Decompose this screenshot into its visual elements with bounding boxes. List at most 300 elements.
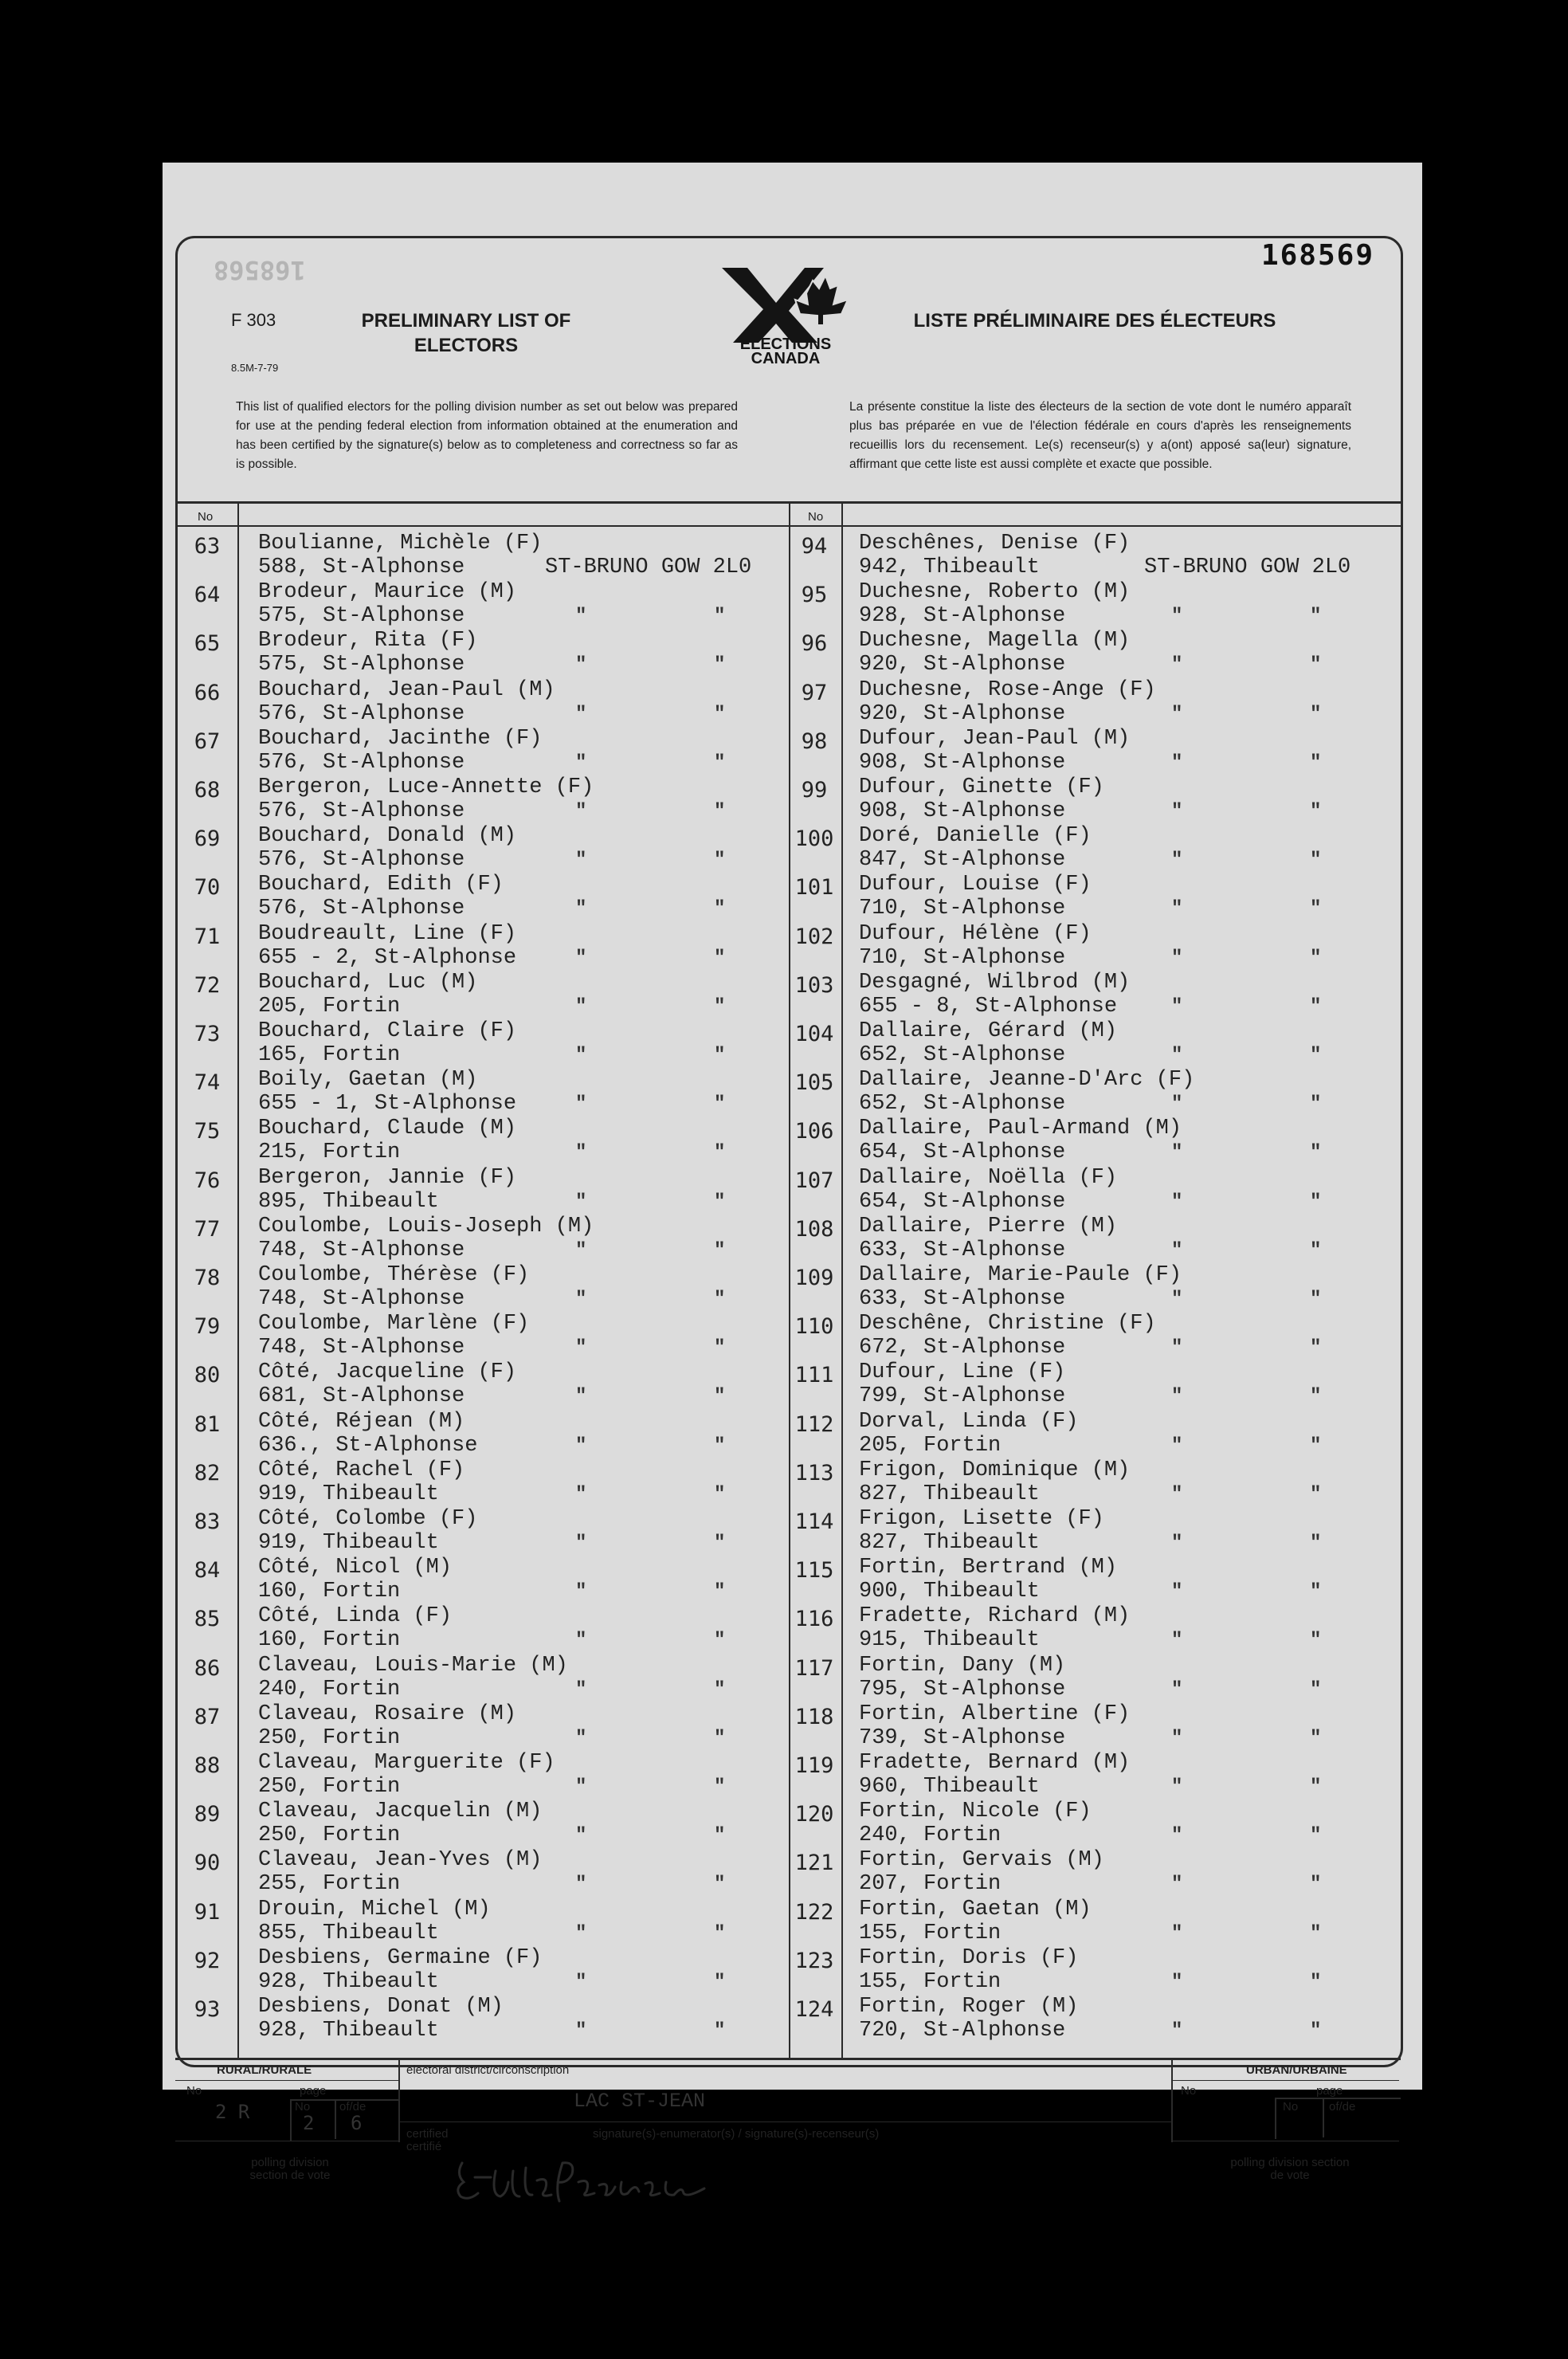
right-entry-number: 119 <box>794 1753 834 1778</box>
left-ditto-mark: " <box>714 947 726 969</box>
right-ditto-mark: " <box>1310 1727 1322 1749</box>
left-number-column-divider <box>237 501 239 2058</box>
left-entry-number: 78 <box>194 1266 221 1290</box>
table-header-rule <box>175 525 1401 527</box>
left-entry-name: Bouchard, Claude (M) <box>258 1117 517 1141</box>
left-ditto-mark: " <box>575 703 587 725</box>
left-entry-number: 72 <box>194 972 221 998</box>
left-entry-number: 67 <box>194 728 221 754</box>
right-entry-address: 908, St-Alphonse <box>859 750 1066 775</box>
intro-text-french: La présente constitue la liste des électeurs de la section de vote dont le numéro apparaît plus bas préparée en vue de l'élection fédérale en cours d'après les renseignements recueillis lors du recensement. Le(s) recenseur(s) y a(ont) apposé sa(leur) signature, affirmant que cette liste est aussi complète et exacte que possible. <box>849 400 1351 471</box>
right-entry-number: 114 <box>794 1509 834 1534</box>
right-ditto-mark: " <box>1310 606 1322 628</box>
left-entry-number: 68 <box>194 778 221 803</box>
right-ditto-mark: " <box>1310 801 1322 822</box>
page-of-number: 6 <box>351 2112 363 2134</box>
faint-serial-number: 168568 <box>214 255 306 285</box>
right-entry-number: 107 <box>794 1168 834 1193</box>
right-entry-address: 920, St-Alphonse <box>859 701 1066 726</box>
svg-text:CANADA: CANADA <box>751 350 821 365</box>
form-number: F 303 <box>231 310 276 330</box>
left-entry-name: Bouchard, Edith (F) <box>258 873 504 897</box>
rural-label: RURAL/RURALE <box>217 2063 312 2077</box>
left-entry-name: Bouchard, Jean-Paul (M) <box>258 677 555 702</box>
left-ditto-mark: " <box>714 1483 726 1505</box>
right-ditto-mark: " <box>1171 1825 1183 1847</box>
right-ditto-mark: " <box>1171 1581 1183 1603</box>
left-entry-number: 83 <box>194 1509 221 1534</box>
right-entry-address: 207, Fortin <box>859 1872 1002 1897</box>
right-entry-address: 652, St-Alphonse <box>859 1043 1066 1067</box>
right-entry-number: 98 <box>801 728 828 754</box>
right-ditto-mark: " <box>1171 1045 1183 1066</box>
right-entry-name: Fradette, Bernard (M) <box>859 1751 1131 1775</box>
right-entry-number: 108 <box>794 1216 834 1242</box>
right-entry-address: 847, St-Alphonse <box>859 848 1066 873</box>
left-ditto-mark: " <box>714 1142 726 1164</box>
enumerator-signature <box>451 2147 714 2211</box>
right-entry-number: 103 <box>794 972 834 998</box>
rural-no-label-small: No <box>295 2100 311 2114</box>
left-entry-address: 576, St-Alphonse <box>258 848 465 873</box>
right-entry-address: 827, Thibeault <box>859 1531 1040 1555</box>
left-entry-address: 250, Fortin <box>258 1823 401 1848</box>
left-entry-name: Coulombe, Louis-Joseph (M) <box>258 1214 594 1238</box>
rural-box-right <box>398 2058 400 2142</box>
urban-no-label-small: No <box>1283 2100 1299 2114</box>
right-entry-number: 99 <box>801 778 828 803</box>
right-ditto-mark: " <box>1310 1483 1322 1505</box>
left-entry-name: Côté, Rachel (F) <box>258 1458 465 1482</box>
right-ditto-mark: " <box>1171 1874 1183 1896</box>
right-entry-name: Frigon, Dominique (M) <box>859 1458 1131 1482</box>
left-ditto-mark: " <box>714 654 726 677</box>
left-ditto-mark: " <box>575 1337 587 1360</box>
right-entry-address: 654, St-Alphonse <box>859 1189 1066 1214</box>
left-entry-number: 81 <box>194 1411 221 1437</box>
right-ditto-mark: " <box>1310 1093 1322 1116</box>
right-entry-name: Duchesne, Rose-Ange (F) <box>859 677 1156 702</box>
left-entry-number: 71 <box>194 924 221 949</box>
left-ditto-mark: " <box>575 1922 587 1945</box>
left-entry-number: 79 <box>194 1314 221 1340</box>
right-entry-name: Dufour, Hélène (F) <box>859 921 1092 946</box>
right-ditto-mark: " <box>1310 1533 1322 1554</box>
right-entry-address: 960, Thibeault <box>859 1775 1040 1799</box>
left-entry-number: 76 <box>194 1168 221 1193</box>
left-entry-number: 92 <box>194 1948 221 1973</box>
right-ditto-mark: " <box>1171 1239 1183 1262</box>
right-entry-name: Duchesne, Magella (M) <box>859 629 1131 654</box>
left-entry-address: 919, Thibeault <box>258 1482 439 1506</box>
right-entry-address: 710, St-Alphonse <box>859 945 1066 970</box>
left-ditto-mark: " <box>575 1533 587 1554</box>
left-ditto-mark: " <box>714 1093 726 1116</box>
right-ditto-mark: " <box>1310 1289 1322 1310</box>
left-entry-number: 89 <box>194 1802 221 1827</box>
left-ditto-mark: " <box>575 752 587 774</box>
left-entry-name: Claveau, Marguerite (F) <box>258 1751 555 1775</box>
right-entry-number: 123 <box>794 1948 834 1973</box>
left-entry-address: 576, St-Alphonse <box>258 750 465 775</box>
right-entry-address: 710, St-Alphonse <box>859 897 1066 921</box>
right-entry-address: 155, Fortin <box>859 1969 1002 1994</box>
left-ditto-mark: " <box>575 1874 587 1896</box>
right-entry-name: Duchesne, Roberto (M) <box>859 580 1131 605</box>
left-entry-name: Côté, Réjean (M) <box>258 1409 465 1434</box>
left-entry-address: 250, Fortin <box>258 1775 401 1799</box>
right-ditto-mark: " <box>1171 1922 1183 1945</box>
page-box-divider <box>335 2099 336 2139</box>
right-entry-address: 652, St-Alphonse <box>859 1092 1066 1117</box>
left-entry-address: 215, Fortin <box>258 1140 401 1165</box>
left-entry-name: Coulombe, Thérèse (F) <box>258 1263 530 1287</box>
right-entry-name: Dallaire, Gérard (M) <box>859 1019 1118 1043</box>
left-ditto-mark: " <box>575 1045 587 1066</box>
right-entry-address: 654, St-Alphonse <box>859 1140 1066 1165</box>
left-entry-address: 919, Thibeault <box>258 1531 439 1555</box>
left-ditto-mark: " <box>575 1630 587 1652</box>
right-entry-name: Deschêne, Christine (F) <box>859 1312 1156 1337</box>
signature-label: signature(s)-enumerator(s) / signature(s)-recenseur(s) <box>593 2127 880 2141</box>
right-entry-name: Doré, Danielle (F) <box>859 824 1092 849</box>
right-entry-name: Dufour, Line (F) <box>859 1360 1066 1385</box>
right-ditto-mark: " <box>1310 898 1322 920</box>
polling-division-label-urban: polling division section de vote <box>1230 2156 1350 2182</box>
right-number-column-header: No <box>808 510 824 524</box>
certified-label: certified certifié <box>406 2127 449 2153</box>
right-entry-address: 908, St-Alphonse <box>859 799 1066 823</box>
left-ditto-mark: " <box>575 1386 587 1408</box>
right-ditto-mark: " <box>1171 850 1183 872</box>
left-entry-address: 636., St-Alphonse <box>258 1433 478 1458</box>
right-entry-address: 633, St-Alphonse <box>859 1238 1066 1262</box>
left-ditto-mark: " <box>575 850 587 872</box>
left-ditto-mark: " <box>575 1581 587 1603</box>
left-ditto-mark: " <box>575 2020 587 2042</box>
right-entry-number: 116 <box>794 1607 834 1632</box>
right-ditto-mark: " <box>1171 1971 1183 1993</box>
polling-division-label-rural: polling division section de vote <box>249 2156 331 2182</box>
left-ditto-mark: " <box>714 2020 726 2042</box>
left-entry-address: 240, Fortin <box>258 1677 401 1702</box>
left-entry-name: Brodeur, Maurice (M) <box>258 580 517 605</box>
left-entry-address: 165, Fortin <box>258 1043 401 1067</box>
left-entry-name: Bouchard, Jacinthe (F) <box>258 726 543 751</box>
right-ditto-mark: " <box>1171 995 1183 1018</box>
right-ditto-mark: " <box>1171 1142 1183 1164</box>
left-ditto-mark: " <box>714 1045 726 1066</box>
left-entry-name: Côté, Colombe (F) <box>258 1507 478 1531</box>
right-entry-number: 97 <box>801 680 828 705</box>
right-ditto-mark: " <box>1171 606 1183 628</box>
urban-box-left <box>1171 2058 1173 2142</box>
left-ditto-mark: " <box>575 606 587 628</box>
electors-list-form <box>163 163 1422 2182</box>
left-entry-name: Bouchard, Donald (M) <box>258 824 517 849</box>
left-ditto-mark: " <box>575 1483 587 1505</box>
left-entry-number: 87 <box>194 1704 221 1729</box>
right-ditto-mark: " <box>1310 1874 1322 1896</box>
right-entry-number: 94 <box>801 534 828 559</box>
right-entry-address: 920, St-Alphonse <box>859 653 1066 677</box>
left-ditto-mark: " <box>714 1678 726 1701</box>
table-bottom-rule <box>175 2058 1401 2060</box>
right-ditto-mark: " <box>1310 752 1322 774</box>
left-ditto-mark: " <box>575 1289 587 1310</box>
right-ditto-mark: " <box>1310 654 1322 677</box>
right-ditto-mark: " <box>1171 1337 1183 1360</box>
right-entry-address: 205, Fortin <box>859 1433 1002 1458</box>
left-entry-name: Drouin, Michel (M) <box>258 1897 491 1921</box>
right-ditto-mark: " <box>1310 1825 1322 1847</box>
right-entry-address: 240, Fortin <box>859 1823 1002 1848</box>
left-entry-number: 65 <box>194 631 221 657</box>
left-entry-name: Bergeron, Jannie (F) <box>258 1165 517 1190</box>
left-entry-number: 63 <box>194 534 221 559</box>
left-ditto-mark: " <box>714 1971 726 1993</box>
right-entry-address: 720, St-Alphonse <box>859 2019 1066 2043</box>
right-entry-number: 122 <box>794 1899 834 1925</box>
left-entry-name: Côté, Linda (F) <box>258 1604 453 1629</box>
left-entry-address: 575, St-Alphonse <box>258 653 465 677</box>
left-entry-name: Côté, Jacqueline (F) <box>258 1360 517 1385</box>
left-ditto-mark: " <box>714 606 726 628</box>
left-entry-address: 205, Fortin <box>258 994 401 1019</box>
print-date-code: 8.5M-7-79 <box>231 362 279 374</box>
right-ditto-mark: " <box>1310 1630 1322 1652</box>
left-ditto-mark: " <box>714 1435 726 1457</box>
left-ditto-mark: " <box>575 1142 587 1164</box>
left-entry-number: 82 <box>194 1460 221 1486</box>
left-entry-name: Bergeron, Luce-Annette (F) <box>258 775 594 799</box>
right-entry-number: 118 <box>794 1704 834 1729</box>
rural-bottom-rule <box>175 2141 398 2143</box>
right-entry-address: 799, St-Alphonse <box>859 1384 1066 1409</box>
right-entry-number: 96 <box>801 631 828 657</box>
right-ditto-mark: " <box>1310 1337 1322 1360</box>
right-ditto-mark: " <box>1171 654 1183 677</box>
right-ditto-mark: " <box>1171 2020 1183 2042</box>
title-english: PRELIMINARY LIST OF ELECTORS <box>361 310 571 356</box>
right-locality: ST-BRUNO GOW 2L0 <box>1144 555 1351 579</box>
left-entry-number: 93 <box>194 1997 221 2022</box>
left-entry-number: 64 <box>194 583 221 608</box>
right-entry-name: Fortin, Doris (F) <box>859 1945 1079 1970</box>
right-entry-name: Frigon, Lisette (F) <box>859 1507 1104 1531</box>
urban-of-label: of/de <box>1329 2100 1356 2114</box>
left-entry-name: Claveau, Jean-Yves (M) <box>258 1848 543 1873</box>
right-ditto-mark: " <box>1310 1971 1322 1993</box>
left-ditto-mark: " <box>714 801 726 822</box>
left-entry-name: Boily, Gaetan (M) <box>258 1068 478 1093</box>
urban-label: URBAN/URBAINE <box>1246 2063 1347 2077</box>
left-entry-address: 160, Fortin <box>258 1580 401 1604</box>
right-entry-name: Desgagné, Wilbrod (M) <box>859 970 1131 995</box>
right-entry-number: 95 <box>801 583 828 608</box>
left-entry-name: Brodeur, Rita (F) <box>258 629 478 654</box>
left-entry-address: 895, Thibeault <box>258 1189 439 1214</box>
left-number-column-header: No <box>198 510 214 524</box>
left-entry-number: 75 <box>194 1119 221 1144</box>
left-ditto-mark: " <box>575 1776 587 1798</box>
svg-text:ELECTIONS: ELECTIONS <box>739 336 832 353</box>
right-entry-name: Fortin, Dany (M) <box>859 1653 1066 1678</box>
urban-bottom-rule <box>1171 2141 1399 2143</box>
rural-of-label: of/de <box>339 2100 367 2114</box>
right-entry-name: Dallaire, Paul-Armand (M) <box>859 1117 1182 1141</box>
left-ditto-mark: " <box>575 1191 587 1213</box>
right-entry-address: 155, Fortin <box>859 1921 1002 1945</box>
right-ditto-mark: " <box>1171 1630 1183 1652</box>
right-entry-name: Fradette, Richard (M) <box>859 1604 1131 1629</box>
left-ditto-mark: " <box>575 1727 587 1749</box>
right-ditto-mark: " <box>1310 1239 1322 1262</box>
right-ditto-mark: " <box>1310 1922 1322 1945</box>
right-ditto-mark: " <box>1310 1142 1322 1164</box>
left-locality: ST-BRUNO GOW 2L0 <box>545 555 752 579</box>
left-ditto-mark: " <box>714 1581 726 1603</box>
right-entry-number: 113 <box>794 1460 834 1486</box>
left-entry-address: 575, St-Alphonse <box>258 604 465 629</box>
left-ditto-mark: " <box>575 801 587 822</box>
urban-page-box-divider <box>1323 2098 1324 2137</box>
left-ditto-mark: " <box>575 1971 587 1993</box>
left-ditto-mark: " <box>575 947 587 969</box>
left-entry-number: 77 <box>194 1216 221 1242</box>
left-ditto-mark: " <box>714 995 726 1018</box>
right-entry-name: Dallaire, Jeanne-D'Arc (F) <box>859 1068 1195 1093</box>
right-entry-number: 110 <box>794 1314 834 1340</box>
right-entry-name: Dufour, Jean-Paul (M) <box>859 726 1131 751</box>
left-ditto-mark: " <box>575 654 587 677</box>
right-ditto-mark: " <box>1310 703 1322 725</box>
right-entry-address: 633, St-Alphonse <box>859 1287 1066 1311</box>
left-entry-name: Boudreault, Line (F) <box>258 921 517 946</box>
right-ditto-mark: " <box>1171 1435 1183 1457</box>
right-ditto-mark: " <box>1310 1386 1322 1408</box>
urban-no-label: No <box>1181 2084 1197 2098</box>
left-ditto-mark: " <box>575 1239 587 1262</box>
left-ditto-mark: " <box>575 995 587 1018</box>
right-entry-name: Fortin, Bertrand (M) <box>859 1556 1118 1580</box>
right-ditto-mark: " <box>1310 1191 1322 1213</box>
right-entry-number: 120 <box>794 1802 834 1827</box>
page-number: 2 <box>303 2112 315 2134</box>
left-entry-address: 655 - 2, St-Alphonse <box>258 945 517 970</box>
right-entry-name: Fortin, Roger (M) <box>859 1995 1079 2019</box>
left-entry-number: 74 <box>194 1070 221 1096</box>
right-entry-address: 655 - 8, St-Alphonse <box>859 994 1118 1019</box>
left-entry-number: 80 <box>194 1363 221 1388</box>
right-entry-address: 827, Thibeault <box>859 1482 1040 1506</box>
district-rule <box>398 2122 1171 2124</box>
left-ditto-mark: " <box>575 1435 587 1457</box>
right-entry-number: 102 <box>794 924 834 949</box>
right-entry-name: Dallaire, Noëlla (F) <box>859 1165 1118 1190</box>
left-entry-name: Bouchard, Claire (F) <box>258 1019 517 1043</box>
left-entry-address: 855, Thibeault <box>258 1921 439 1945</box>
right-entry-number: 101 <box>794 875 834 901</box>
left-entry-number: 88 <box>194 1753 221 1778</box>
left-entry-number: 84 <box>194 1558 221 1584</box>
right-entry-number: 112 <box>794 1411 834 1437</box>
right-entry-number: 115 <box>794 1558 834 1584</box>
right-entry-address: 900, Thibeault <box>859 1580 1040 1604</box>
right-ditto-mark: " <box>1310 1581 1322 1603</box>
left-entry-address: 576, St-Alphonse <box>258 799 465 823</box>
right-ditto-mark: " <box>1171 1483 1183 1505</box>
left-entry-number: 73 <box>194 1022 221 1046</box>
left-entry-name: Côté, Nicol (M) <box>258 1556 453 1580</box>
right-entry-address: 928, St-Alphonse <box>859 604 1066 629</box>
right-ditto-mark: " <box>1310 1678 1322 1701</box>
left-entry-name: Claveau, Louis-Marie (M) <box>258 1653 568 1678</box>
right-ditto-mark: " <box>1171 801 1183 822</box>
right-ditto-mark: " <box>1310 995 1322 1018</box>
right-entry-name: Fortin, Gervais (M) <box>859 1848 1104 1873</box>
right-entry-name: Fortin, Gaetan (M) <box>859 1897 1092 1921</box>
left-entry-name: Claveau, Jacquelin (M) <box>258 1800 543 1824</box>
right-entry-name: Fortin, Albertine (F) <box>859 1702 1131 1726</box>
right-ditto-mark: " <box>1171 1727 1183 1749</box>
intro-text-english: This list of qualified electors for the polling division number as set out below was prepared for use at the pending federal election from information obtained at the enumeration and has been certified by the signature(s) below as to completeness and correctness so far as is possible. <box>236 400 738 471</box>
right-entry-number: 111 <box>794 1363 834 1388</box>
left-entry-name: Boulianne, Michèle (F) <box>258 532 543 555</box>
left-ditto-mark: " <box>714 850 726 872</box>
left-ditto-mark: " <box>714 752 726 774</box>
left-entry-number: 69 <box>194 826 221 852</box>
left-ditto-mark: " <box>575 1825 587 1847</box>
right-ditto-mark: " <box>1310 1435 1322 1457</box>
left-entry-number: 91 <box>194 1899 221 1925</box>
right-ditto-mark: " <box>1310 1776 1322 1798</box>
right-ditto-mark: " <box>1171 947 1183 969</box>
right-entry-name: Deschênes, Denise (F) <box>859 532 1131 555</box>
left-ditto-mark: " <box>714 1776 726 1798</box>
left-ditto-mark: " <box>714 1337 726 1360</box>
right-ditto-mark: " <box>1171 752 1183 774</box>
right-entry-number: 104 <box>794 1022 834 1046</box>
right-entry-name: Dallaire, Pierre (M) <box>859 1214 1118 1238</box>
left-entry-address: 928, Thibeault <box>258 1969 439 1994</box>
title-french: LISTE PRÉLIMINAIRE DES ÉLECTEURS <box>913 310 1276 332</box>
elections-canada-logo <box>706 261 865 365</box>
left-entry-address: 160, Fortin <box>258 1628 401 1653</box>
right-entry-name: Dallaire, Marie-Paule (F) <box>859 1263 1182 1287</box>
left-entry-name: Bouchard, Luc (M) <box>258 970 478 995</box>
urban-rule <box>1171 2080 1399 2082</box>
right-ditto-mark: " <box>1171 1191 1183 1213</box>
right-entry-name: Fortin, Nicole (F) <box>859 1800 1092 1824</box>
right-entry-address: 672, St-Alphonse <box>859 1336 1066 1360</box>
right-entry-name: Dorval, Linda (F) <box>859 1409 1079 1434</box>
left-ditto-mark: " <box>714 1874 726 1896</box>
left-ditto-mark: " <box>714 1922 726 1945</box>
right-ditto-mark: " <box>1171 703 1183 725</box>
left-entry-address: 655 - 1, St-Alphonse <box>258 1092 517 1117</box>
left-ditto-mark: " <box>714 1533 726 1554</box>
right-ditto-mark: " <box>1171 1678 1183 1701</box>
right-entry-address: 915, Thibeault <box>859 1628 1040 1653</box>
left-entry-name: Desbiens, Germaine (F) <box>258 1945 543 1970</box>
urban-page-label: page <box>1316 2084 1343 2098</box>
left-ditto-mark: " <box>714 1191 726 1213</box>
left-ditto-mark: " <box>575 1093 587 1116</box>
right-ditto-mark: " <box>1171 1386 1183 1408</box>
left-entry-name: Desbiens, Donat (M) <box>258 1995 504 2019</box>
rural-no-label: No <box>186 2084 202 2098</box>
